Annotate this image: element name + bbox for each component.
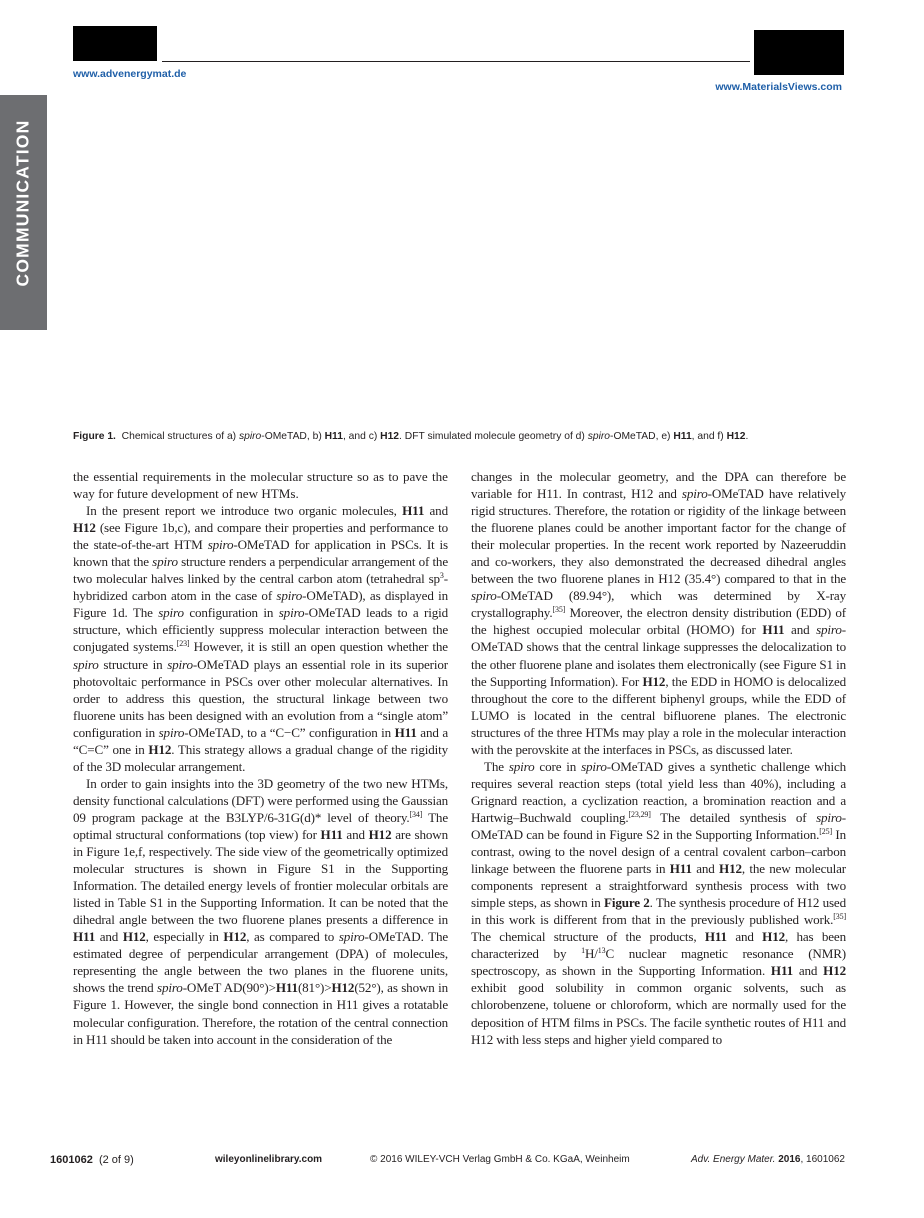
header-divider <box>162 61 750 62</box>
figure-1-image-area <box>73 95 845 420</box>
footer-citation: Adv. Energy Mater. 2016, 1601062 <box>690 1154 845 1165</box>
paragraph: changes in the molecular geometry, and the DPA can therefore be variable for H11. In contrast, H12 and spiro-OMeTAD have relatively rigid structures. Therefore, the rotation or rigidity of the linkage between the fluorene planes could be another important factor for the change of their molecular properties. In the recent work reported by Nazeeruddin and co-workers, they also demonstrated the decreased dihedral angles between the two fluorene planes in H12 (35.4°) compared to that in the spiro-OMeTAD (89.94°), which was determined by X-ray crystallography.[35] Moreover, the electron density distribution (EDD) of the highest occupied molecular orbital (HOMO) for H11 and spiro-OMeTAD shows that the central linkage suppresses the delocalization to the other fluorene plane and isolates them electronically (see Figure S1 in the Supporting Information). For H12, the EDD in HOMO is delocalized throughout the core to the different biphenyl groups, while the EDD of LUMO is located in the central bifluorene planes. The electronic structures of the three HTMs may play a role in the molecular interaction with the perovskite at the interfaces in PSCs, as discussed later. <box>471 469 846 757</box>
page-number: 1601062 (2 of 9) <box>50 1154 134 1166</box>
section-tab-label: COMMUNICATION <box>12 119 33 287</box>
body-column-right <box>471 468 846 1048</box>
figure-1-caption: Figure 1. Chemical structures of a) spiro-OMeTAD, b) H11, and c) H12. DFT simulated molecule geometry of d) spiro-OMeTAD, e) H11, and f) H12. <box>73 431 749 442</box>
figure-2-reference: Figure 2 <box>604 895 650 911</box>
publisher-url-link[interactable]: www.MaterialsViews.com <box>715 81 842 93</box>
paragraph: In the present report we introduce two organic molecules, H11 and H12 (see Figure 1b,c), and compare their properties and performance to the state-of-the-art HTM spiro-OMeTAD for application in PSCs. It is known that the spiro structure renders a perpendicular arrangement of the two molecular halves linked by the central carbon atom (tetrahedral $sp^3$-hybridized carbon atom in the case of spiro-OMeTAD), as displayed in Figure 1d. The spiro configuration in spiro-OMeTAD leads to a rigid structure, which efficiently suppress molecular interaction between the conjugated systems.[23] However, it is still an open question whether the spiro structure in spiro-OMeTAD plays an essential role in its superior photovoltaic performance in PSCs over other molecular alternatives. In order to address this question, the structural linkage between two fluorene units has been designed with an evolution from a “single atom” configuration in spiro-OMeTAD, to a “C−C” configuration in H11 and a “C=C” one in H12. This strategy allows a gradual change of the rigidity of the 3D molecular arrangement. <box>73 503 448 774</box>
journal-logo <box>73 26 157 61</box>
paragraph: In order to gain insights into the 3D geometry of the two new HTMs, density functional calculations (DFT) were performed using the Gaussian 09 program package at the B3LYP/6-31G(d)* level of theory.[34] The optimal structural conformations (top view) for H11 and H12 are shown in Figure 1e,f, respectively. The side view of the geometrically optimized molecular structures is shown in Figure S1 in the Supporting Information. The detailed energy levels of frontier molecular orbitals are listed in Table S1 in the Supporting Information. It can be noted that the dihedral angle between the two fluorene planes presents a difference in H11 and H12, especially in H12, as compared to spiro-OMeTAD. The estimated degree of perpendicular arrangement (DPA) of molecules, representing the angle between the two planes in the fluorene units, shows the trend spiro-OMeT AD(90°)>H11(81°)>H12(52°), as shown in Figure 1. However, the single bond connection in H11 gives a rotatable molecular configuration. Therefore, the rotation of the central connection in H11 should be taken into account in the consideration of the <box>73 775 449 1047</box>
journal-url-link[interactable]: www.advenergymat.de <box>73 68 187 80</box>
footer-site-link[interactable]: wileyonlinelibrary.com <box>215 1154 323 1165</box>
figure-caption-label: Figure 1. <box>73 431 116 442</box>
paragraph: The spiro core in spiro-OMeTAD gives a synthetic challenge which requires several reaction steps (total yield less than 40%), including a Grignard reaction, a cyclization reaction, a bromination reaction and a Hartwig–Buchwald coupling.[23,29] The detailed synthesis of spiro-OMeTAD can be found in Figure S2 in the Supporting Information.[25] In contrast, owing to the novel design of a central covalent carbon–carbon linkage between the fluorene parts in H11 and H12, the new molecular components represent a straightforward synthesis process with two simple steps, as shown in Figure 2. The synthesis procedure of H12 used in this work is different from that in the previously published work.[35] The chemical structure of the products, H11 and H12, has been characterized by $^1$H/$^{13}$C nuclear magnetic resonance (NMR) spectroscopy, as shown in the Supporting Information. H11 and H12 exhibit good solubility in common organic solvents, such as chlorobenzene, toluene or chloroform, which are normally used for the deposition of HTM films in PSCs. The facile synthetic routes of H11 and H12 with less steps and higher yield compared to <box>471 758 847 1047</box>
paragraph: the essential requirements in the molecular structure so as to pave the way for future development of new HTMs. <box>73 469 448 502</box>
footer-copyright: © 2016 WILEY-VCH Verlag GmbH & Co. KGaA, Weinheim <box>370 1154 630 1165</box>
publisher-logo <box>754 30 844 75</box>
body-column-left <box>73 468 448 1048</box>
